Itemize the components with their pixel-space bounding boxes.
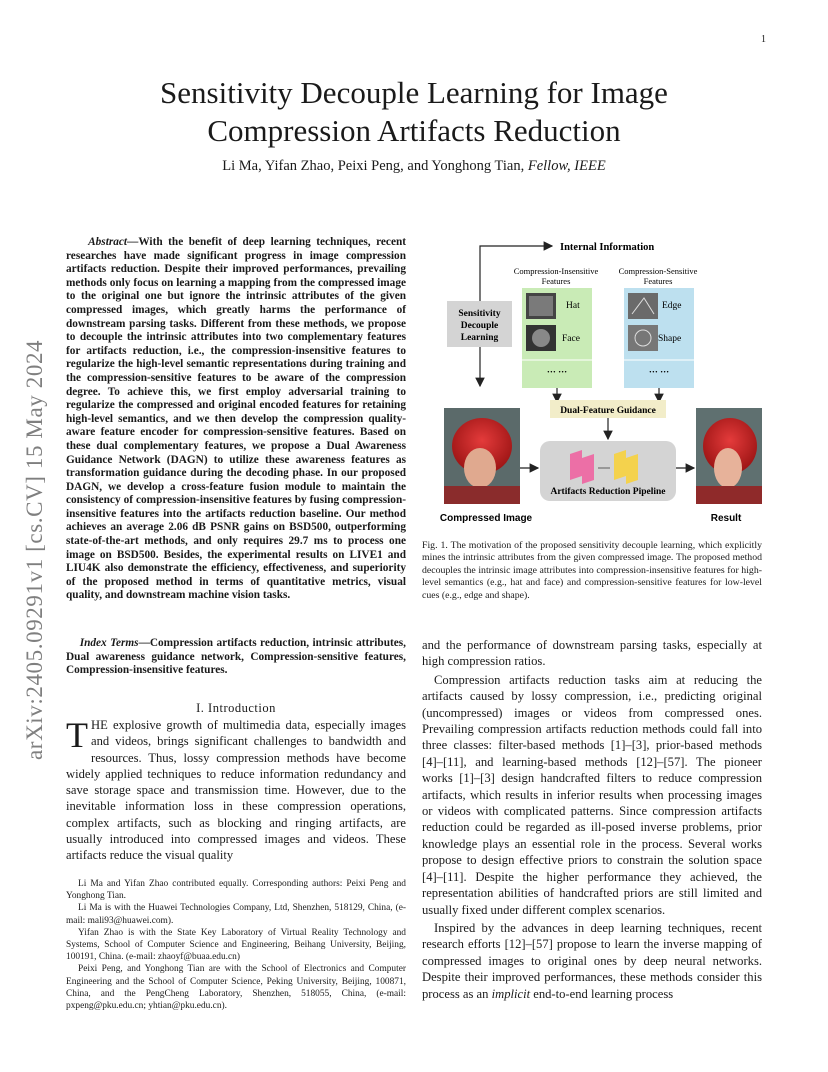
page-number: 1 bbox=[761, 34, 766, 45]
author-names: Li Ma, Yifan Zhao, Peixi Peng, and Yonghong Tian, bbox=[222, 158, 525, 174]
author-fellow: Fellow, IEEE bbox=[527, 158, 606, 174]
footnote: Li Ma and Yifan Zhao contributed equally. Corresponding authors: Peixi Peng and Yonghong Tian. bbox=[66, 879, 406, 902]
figure-1 bbox=[420, 236, 765, 532]
index-terms bbox=[66, 637, 406, 678]
footnotes bbox=[66, 878, 406, 1012]
cs-features-heading: Features bbox=[643, 276, 673, 286]
title-line-2: Compression Artifacts Reduction bbox=[207, 113, 621, 148]
paragraph bbox=[422, 920, 762, 1002]
arxiv-identifier[interactable]: arXiv:2405.09291v1 [cs.CV] 15 May 2024 bbox=[22, 339, 47, 760]
figure-caption: Fig. 1. The motivation of the proposed sensitivity decouple learning, which explicitly mines the intrinsic attributes from the given compressed image. The proposed method decouples the intrinsic image attributes into compression-insensitive features for high-level semantics (e.g., hat and face) and compression-sensitive features for low-level cues (e.g., edge and shape). bbox=[422, 540, 762, 601]
intro-paragraph bbox=[66, 717, 406, 864]
paragraph: and the performance of downstream parsing tasks, especially at high compression ratios. bbox=[422, 638, 762, 669]
paragraph: Compression artifacts reduction tasks aim at reducing the artifacts caused by lossy compression, i.e., predicting original (uncompressed) images or videos from compressed ones. Prevailing compression artifacts reduction methods could fall into three classes: filter-based methods [1]–[3], prior-based methods [4]–[11], and learning-based methods [12]–[57]. The pioneer works [1]–[3] design handcrafted filters to reduce compression artifacts, which results in inferior results when processing images or videos with complicated patterns. Since compression artifacts reduction could be regarded as ill-posed inverse problems, prior knowledge plays an essential role in the process. Several works propose to design effective priors to constrain the solution space [4]–[11]. Despite the higher performance they achieved, the representation abilities of handcrafted priors are still limited and usually fixed under different complex scenarios. bbox=[422, 672, 762, 917]
internal-info-label: Internal Information bbox=[560, 242, 655, 253]
sdl-label: Decouple bbox=[460, 321, 499, 331]
index-terms-text: —Compression artifacts reduction, intrinsic attributes, Dual awareness guidance network, Compression-sensitive features, Compression-insensitive features. bbox=[66, 637, 406, 677]
title-line-1: Sensitivity Decouple Learning for Image bbox=[160, 75, 668, 110]
footnote: Yifan Zhao is with the State Key Laboratory of Virtual Reality Technology and Systems, School of Computer Science and Engineering, Beihang University, Beijing, 100191, China. (e-mail: zhaoyf@buaa.edu.cn) bbox=[66, 927, 406, 963]
compressed-image-label: Compressed Image bbox=[439, 513, 533, 524]
emphasis: implicit bbox=[491, 986, 531, 1001]
author-list bbox=[80, 158, 748, 175]
shape-thumbnail bbox=[628, 325, 658, 351]
paper-title bbox=[80, 74, 748, 150]
paragraph-text: Inspired by the advances in deep learning techniques, recent research efforts [12]–[57] propose to learn the inverse mapping of compressed images to original ones by deep neural networks. Despite their improved performances, these methods consider this process as an bbox=[422, 920, 762, 1001]
abstract-text: —With the benefit of deep learning techniques, recent researches have made significant progress in image compression artifacts reduction. Despite their improved performances, prevailing methods only focus on learning a mapping from the compressed image to the original one but ignore the intrinsic attributes of the given compressed images, which greatly harms the performance of downstream parsing tasks. Different from these methods, we propose to decouple the intrinsic attributes into two complementary features for artifacts reduction, i.e., the compression-insensitive features to regularize the high-level semantic representations during training and the compression-sensitive features to be aware of the compression degree. To achieve this, we first employ adversarial training to regularize the compressed and original encoded features for retaining high-level semantics, and we then develop the compression quality-aware feature encoder for compression-sensitive features. Based on these dual complementary features, we propose a Dual Awareness Guidance Network (DAGN) to utilize these awareness features as transformation guidance during the decoding phase. In our proposed DAGN, we develop a cross-feature fusion module to maintain the consistency of compression-insensitive features by fusing compression-insensitive features into the artifacts reduction baseline. Our method achieves an average 2.06 dB PSNR gains on BSD500, outperforming state-of-the-art methods, and only requires 29.7 ms to process one image on BSD500. Besides, the experimental results on LIVE1 and LIU4K also demonstrate the efficiency, effectiveness, and superiority of the proposed method in terms of quantitative metrics, visual quality, and downstream machine vision tasks. bbox=[66, 236, 407, 602]
dropcap: T bbox=[66, 715, 88, 755]
footnote: Peixi Peng, and Yonghong Tian are with the School of Electronics and Computer Engineering and the School of Computer Science, Peking University, Beijing, 100871, China, and the PengCheng Laboratory, Shenzhen, 518055, China, (e-mail: pxpeng@pku.edu.cn; yhtian@pku.edu.cn). bbox=[66, 964, 406, 1012]
sdl-label: Sensitivity bbox=[458, 309, 501, 319]
face-label: Face bbox=[562, 334, 580, 344]
abstract-label: Abstract bbox=[88, 236, 128, 248]
ci-features-heading: Compression-Insensitive bbox=[513, 266, 599, 276]
result-label: Result bbox=[710, 513, 742, 524]
right-column-text bbox=[422, 637, 762, 1002]
shape-label: Shape bbox=[658, 334, 682, 344]
abstract bbox=[66, 236, 406, 603]
section-heading: I. Introduction bbox=[196, 701, 276, 715]
paragraph-text: end-to-end learning process bbox=[533, 986, 674, 1001]
edge-thumbnail bbox=[628, 293, 658, 319]
ci-more: ··· ··· bbox=[546, 367, 568, 377]
sdl-label: Learning bbox=[460, 333, 499, 343]
cs-more: ··· ··· bbox=[648, 367, 670, 377]
index-terms-label: Index Terms bbox=[79, 637, 139, 649]
ci-features-heading: Features bbox=[541, 276, 571, 286]
footnote: Li Ma is with the Huawei Technologies Company, Ltd, Shenzhen, 518129, China, (e-mail: mali93@huawei.com). bbox=[66, 903, 406, 926]
pipeline-label: Artifacts Reduction Pipeline bbox=[550, 487, 666, 497]
intro-text: HE explosive growth of multimedia data, especially images and videos, brings significant challenges to bandwidth and resources. Thus, lossy compression methods have become widely applied techniques to reduce information redundancy and save storage space and transmission time. However, due to the inevitable information loss in these compression operations, complex artifacts, such as blocking and ringing artifacts, are usually introduced into compressed images and videos. These artifacts reduce the visual quality bbox=[66, 718, 406, 863]
dual-feature-guidance-label: Dual-Feature Guidance bbox=[560, 406, 656, 416]
edge-label: Edge bbox=[662, 301, 682, 311]
cs-features-heading: Compression-Sensitive bbox=[618, 266, 698, 276]
hat-label: Hat bbox=[566, 301, 580, 311]
